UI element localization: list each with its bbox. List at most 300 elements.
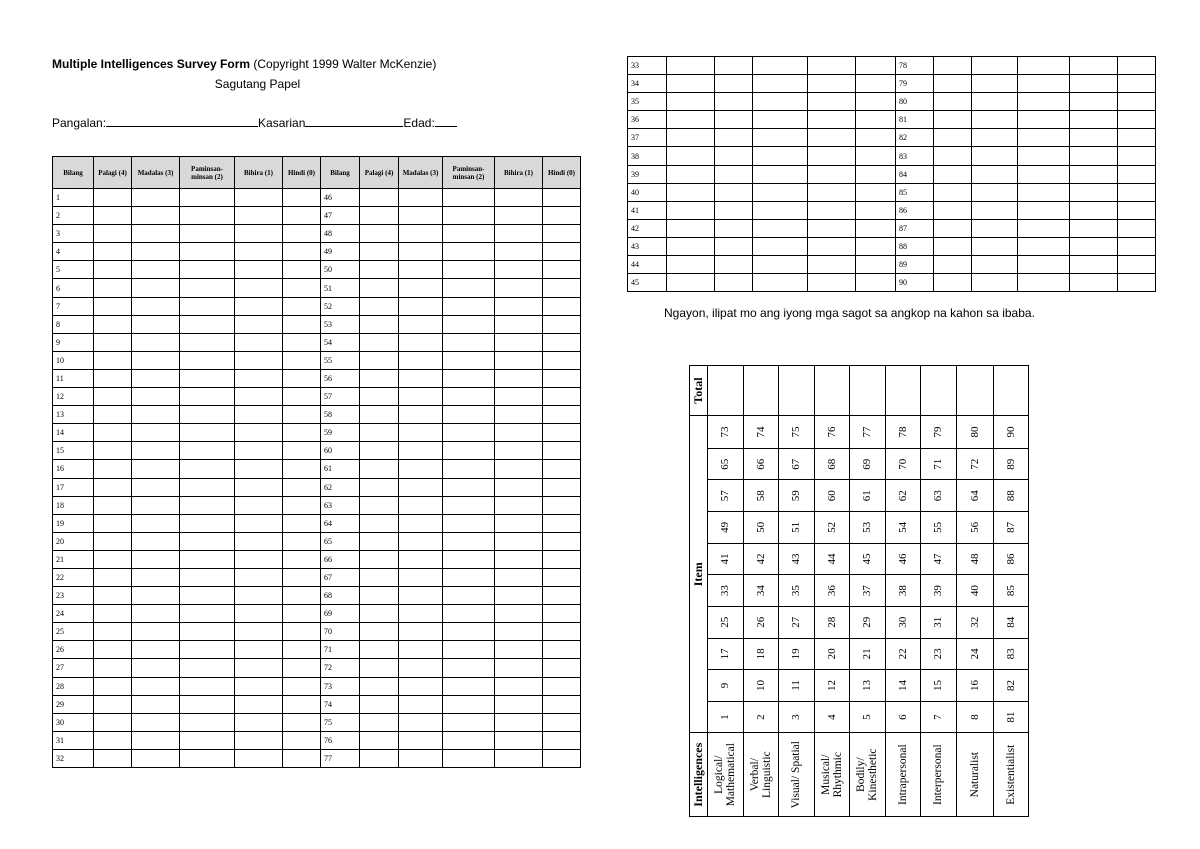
answer-cell[interactable] bbox=[132, 279, 180, 297]
answer-cell[interactable] bbox=[360, 279, 399, 297]
answer-cell[interactable] bbox=[543, 189, 581, 207]
answer-cell[interactable] bbox=[808, 93, 856, 111]
answer-cell[interactable] bbox=[972, 93, 1018, 111]
gender-field[interactable] bbox=[305, 116, 403, 127]
answer-cell[interactable] bbox=[235, 243, 283, 261]
answer-cell[interactable] bbox=[132, 297, 180, 315]
answer-cell[interactable] bbox=[235, 659, 283, 677]
answer-cell[interactable] bbox=[753, 111, 808, 129]
answer-cell[interactable] bbox=[94, 532, 132, 550]
answer-cell[interactable] bbox=[808, 111, 856, 129]
answer-cell[interactable] bbox=[972, 256, 1018, 274]
answer-cell[interactable] bbox=[1070, 274, 1118, 292]
answer-cell[interactable] bbox=[360, 297, 399, 315]
answer-cell[interactable] bbox=[132, 261, 180, 279]
answer-cell[interactable] bbox=[443, 713, 495, 731]
answer-cell[interactable] bbox=[856, 219, 896, 237]
answer-cell[interactable] bbox=[235, 550, 283, 568]
answer-cell[interactable] bbox=[753, 201, 808, 219]
answer-cell[interactable] bbox=[972, 201, 1018, 219]
answer-cell[interactable] bbox=[132, 731, 180, 749]
answer-cell[interactable] bbox=[443, 605, 495, 623]
answer-cell[interactable] bbox=[808, 274, 856, 292]
answer-cell[interactable] bbox=[94, 388, 132, 406]
answer-cell[interactable] bbox=[180, 496, 235, 514]
answer-cell[interactable] bbox=[495, 659, 543, 677]
answer-cell[interactable] bbox=[443, 514, 495, 532]
answer-cell[interactable] bbox=[360, 731, 399, 749]
answer-cell[interactable] bbox=[180, 388, 235, 406]
answer-cell[interactable] bbox=[283, 641, 321, 659]
answer-cell[interactable] bbox=[94, 514, 132, 532]
answer-cell[interactable] bbox=[235, 623, 283, 641]
answer-cell[interactable] bbox=[360, 496, 399, 514]
answer-cell[interactable] bbox=[753, 93, 808, 111]
answer-cell[interactable] bbox=[443, 532, 495, 550]
answer-cell[interactable] bbox=[235, 315, 283, 333]
answer-cell[interactable] bbox=[1018, 201, 1070, 219]
answer-cell[interactable] bbox=[543, 587, 581, 605]
answer-cell[interactable] bbox=[180, 677, 235, 695]
answer-cell[interactable] bbox=[443, 568, 495, 586]
answer-cell[interactable] bbox=[1018, 111, 1070, 129]
answer-cell[interactable] bbox=[180, 623, 235, 641]
answer-cell[interactable] bbox=[715, 274, 753, 292]
answer-cell[interactable] bbox=[360, 388, 399, 406]
answer-cell[interactable] bbox=[495, 315, 543, 333]
answer-cell[interactable] bbox=[1070, 201, 1118, 219]
answer-cell[interactable] bbox=[235, 478, 283, 496]
answer-cell[interactable] bbox=[399, 713, 443, 731]
answer-cell[interactable] bbox=[94, 478, 132, 496]
answer-cell[interactable] bbox=[715, 147, 753, 165]
answer-cell[interactable] bbox=[753, 183, 808, 201]
answer-cell[interactable] bbox=[132, 514, 180, 532]
answer-cell[interactable] bbox=[235, 424, 283, 442]
answer-cell[interactable] bbox=[495, 388, 543, 406]
answer-cell[interactable] bbox=[1070, 93, 1118, 111]
answer-cell[interactable] bbox=[667, 57, 715, 75]
answer-cell[interactable] bbox=[283, 532, 321, 550]
answer-cell[interactable] bbox=[543, 731, 581, 749]
answer-cell[interactable] bbox=[543, 369, 581, 387]
answer-cell[interactable] bbox=[1118, 201, 1156, 219]
answer-cell[interactable] bbox=[543, 641, 581, 659]
answer-cell[interactable] bbox=[283, 225, 321, 243]
answer-cell[interactable] bbox=[495, 623, 543, 641]
answer-cell[interactable] bbox=[443, 207, 495, 225]
answer-cell[interactable] bbox=[132, 749, 180, 767]
answer-cell[interactable] bbox=[94, 496, 132, 514]
answer-cell[interactable] bbox=[94, 315, 132, 333]
answer-cell[interactable] bbox=[543, 605, 581, 623]
answer-cell[interactable] bbox=[360, 351, 399, 369]
answer-cell[interactable] bbox=[934, 93, 972, 111]
answer-cell[interactable] bbox=[934, 57, 972, 75]
answer-cell[interactable] bbox=[856, 93, 896, 111]
answer-cell[interactable] bbox=[495, 406, 543, 424]
answer-cell[interactable] bbox=[856, 147, 896, 165]
answer-cell[interactable] bbox=[180, 749, 235, 767]
answer-cell[interactable] bbox=[399, 406, 443, 424]
answer-cell[interactable] bbox=[495, 207, 543, 225]
answer-cell[interactable] bbox=[360, 695, 399, 713]
answer-cell[interactable] bbox=[443, 695, 495, 713]
answer-cell[interactable] bbox=[399, 225, 443, 243]
answer-cell[interactable] bbox=[715, 111, 753, 129]
answer-cell[interactable] bbox=[132, 605, 180, 623]
answer-cell[interactable] bbox=[180, 351, 235, 369]
answer-cell[interactable] bbox=[180, 315, 235, 333]
answer-cell[interactable] bbox=[443, 279, 495, 297]
answer-cell[interactable] bbox=[360, 514, 399, 532]
answer-cell[interactable] bbox=[543, 550, 581, 568]
answer-cell[interactable] bbox=[132, 568, 180, 586]
answer-cell[interactable] bbox=[495, 731, 543, 749]
answer-cell[interactable] bbox=[94, 587, 132, 605]
answer-cell[interactable] bbox=[543, 261, 581, 279]
answer-cell[interactable] bbox=[283, 406, 321, 424]
answer-cell[interactable] bbox=[495, 297, 543, 315]
answer-cell[interactable] bbox=[132, 424, 180, 442]
answer-cell[interactable] bbox=[715, 129, 753, 147]
answer-cell[interactable] bbox=[715, 237, 753, 255]
answer-cell[interactable] bbox=[180, 568, 235, 586]
answer-cell[interactable] bbox=[495, 225, 543, 243]
answer-cell[interactable] bbox=[808, 147, 856, 165]
answer-cell[interactable] bbox=[1018, 183, 1070, 201]
answer-cell[interactable] bbox=[1118, 129, 1156, 147]
name-field[interactable] bbox=[106, 116, 258, 127]
answer-cell[interactable] bbox=[360, 207, 399, 225]
answer-cell[interactable] bbox=[1070, 75, 1118, 93]
answer-cell[interactable] bbox=[94, 659, 132, 677]
answer-cell[interactable] bbox=[856, 75, 896, 93]
answer-cell[interactable] bbox=[399, 731, 443, 749]
answer-cell[interactable] bbox=[132, 677, 180, 695]
answer-cell[interactable] bbox=[934, 219, 972, 237]
answer-cell[interactable] bbox=[283, 189, 321, 207]
answer-cell[interactable] bbox=[667, 237, 715, 255]
answer-cell[interactable] bbox=[132, 315, 180, 333]
answer-cell[interactable] bbox=[1018, 129, 1070, 147]
answer-cell[interactable] bbox=[235, 351, 283, 369]
answer-cell[interactable] bbox=[235, 514, 283, 532]
answer-cell[interactable] bbox=[495, 351, 543, 369]
answer-cell[interactable] bbox=[283, 496, 321, 514]
answer-cell[interactable] bbox=[399, 279, 443, 297]
answer-cell[interactable] bbox=[443, 225, 495, 243]
answer-cell[interactable] bbox=[360, 532, 399, 550]
answer-cell[interactable] bbox=[1070, 165, 1118, 183]
answer-cell[interactable] bbox=[495, 424, 543, 442]
answer-cell[interactable] bbox=[667, 256, 715, 274]
answer-cell[interactable] bbox=[443, 351, 495, 369]
answer-cell[interactable] bbox=[1118, 237, 1156, 255]
answer-cell[interactable] bbox=[715, 93, 753, 111]
answer-cell[interactable] bbox=[235, 388, 283, 406]
answer-cell[interactable] bbox=[180, 333, 235, 351]
answer-cell[interactable] bbox=[715, 219, 753, 237]
answer-cell[interactable] bbox=[495, 279, 543, 297]
answer-cell[interactable] bbox=[132, 388, 180, 406]
answer-cell[interactable] bbox=[283, 460, 321, 478]
answer-cell[interactable] bbox=[1018, 147, 1070, 165]
answer-cell[interactable] bbox=[543, 424, 581, 442]
answer-cell[interactable] bbox=[443, 460, 495, 478]
answer-cell[interactable] bbox=[180, 225, 235, 243]
answer-cell[interactable] bbox=[856, 201, 896, 219]
answer-cell[interactable] bbox=[715, 256, 753, 274]
answer-cell[interactable] bbox=[94, 731, 132, 749]
answer-cell[interactable] bbox=[399, 369, 443, 387]
answer-cell[interactable] bbox=[399, 641, 443, 659]
answer-cell[interactable] bbox=[283, 315, 321, 333]
answer-cell[interactable] bbox=[543, 677, 581, 695]
answer-cell[interactable] bbox=[235, 297, 283, 315]
answer-cell[interactable] bbox=[495, 641, 543, 659]
total-cell[interactable] bbox=[708, 366, 744, 416]
answer-cell[interactable] bbox=[543, 460, 581, 478]
answer-cell[interactable] bbox=[934, 129, 972, 147]
answer-cell[interactable] bbox=[94, 406, 132, 424]
answer-cell[interactable] bbox=[399, 333, 443, 351]
total-cell[interactable] bbox=[850, 366, 886, 416]
answer-cell[interactable] bbox=[495, 496, 543, 514]
total-cell[interactable] bbox=[956, 366, 993, 416]
age-field[interactable] bbox=[435, 116, 457, 127]
answer-cell[interactable] bbox=[495, 677, 543, 695]
answer-cell[interactable] bbox=[1118, 75, 1156, 93]
answer-cell[interactable] bbox=[235, 587, 283, 605]
answer-cell[interactable] bbox=[667, 219, 715, 237]
answer-cell[interactable] bbox=[972, 111, 1018, 129]
answer-cell[interactable] bbox=[856, 183, 896, 201]
answer-cell[interactable] bbox=[399, 659, 443, 677]
answer-cell[interactable] bbox=[399, 550, 443, 568]
answer-cell[interactable] bbox=[399, 695, 443, 713]
answer-cell[interactable] bbox=[495, 568, 543, 586]
answer-cell[interactable] bbox=[132, 550, 180, 568]
answer-cell[interactable] bbox=[443, 243, 495, 261]
answer-cell[interactable] bbox=[94, 225, 132, 243]
answer-cell[interactable] bbox=[399, 677, 443, 695]
answer-cell[interactable] bbox=[495, 514, 543, 532]
answer-cell[interactable] bbox=[94, 641, 132, 659]
answer-cell[interactable] bbox=[360, 315, 399, 333]
answer-cell[interactable] bbox=[667, 147, 715, 165]
answer-cell[interactable] bbox=[180, 297, 235, 315]
answer-cell[interactable] bbox=[235, 406, 283, 424]
answer-cell[interactable] bbox=[1070, 129, 1118, 147]
answer-cell[interactable] bbox=[1118, 256, 1156, 274]
answer-cell[interactable] bbox=[443, 587, 495, 605]
answer-cell[interactable] bbox=[972, 57, 1018, 75]
answer-cell[interactable] bbox=[399, 460, 443, 478]
answer-cell[interactable] bbox=[235, 749, 283, 767]
answer-cell[interactable] bbox=[180, 713, 235, 731]
answer-cell[interactable] bbox=[443, 659, 495, 677]
answer-cell[interactable] bbox=[283, 261, 321, 279]
answer-cell[interactable] bbox=[180, 261, 235, 279]
answer-cell[interactable] bbox=[360, 333, 399, 351]
answer-cell[interactable] bbox=[94, 297, 132, 315]
answer-cell[interactable] bbox=[543, 478, 581, 496]
answer-cell[interactable] bbox=[94, 351, 132, 369]
answer-cell[interactable] bbox=[934, 237, 972, 255]
answer-cell[interactable] bbox=[1070, 256, 1118, 274]
answer-cell[interactable] bbox=[132, 351, 180, 369]
answer-cell[interactable] bbox=[443, 623, 495, 641]
answer-cell[interactable] bbox=[360, 623, 399, 641]
answer-cell[interactable] bbox=[399, 189, 443, 207]
answer-cell[interactable] bbox=[495, 713, 543, 731]
answer-cell[interactable] bbox=[235, 605, 283, 623]
answer-cell[interactable] bbox=[399, 297, 443, 315]
answer-cell[interactable] bbox=[360, 568, 399, 586]
answer-cell[interactable] bbox=[443, 333, 495, 351]
answer-cell[interactable] bbox=[495, 478, 543, 496]
answer-cell[interactable] bbox=[180, 695, 235, 713]
answer-cell[interactable] bbox=[180, 532, 235, 550]
answer-cell[interactable] bbox=[94, 424, 132, 442]
answer-cell[interactable] bbox=[360, 550, 399, 568]
answer-cell[interactable] bbox=[495, 695, 543, 713]
answer-cell[interactable] bbox=[360, 659, 399, 677]
answer-cell[interactable] bbox=[443, 641, 495, 659]
answer-cell[interactable] bbox=[180, 550, 235, 568]
answer-cell[interactable] bbox=[283, 351, 321, 369]
answer-cell[interactable] bbox=[753, 256, 808, 274]
answer-cell[interactable] bbox=[235, 677, 283, 695]
answer-cell[interactable] bbox=[235, 333, 283, 351]
answer-cell[interactable] bbox=[443, 677, 495, 695]
answer-cell[interactable] bbox=[1070, 237, 1118, 255]
answer-cell[interactable] bbox=[808, 75, 856, 93]
answer-cell[interactable] bbox=[283, 369, 321, 387]
answer-cell[interactable] bbox=[283, 695, 321, 713]
answer-cell[interactable] bbox=[1070, 219, 1118, 237]
answer-cell[interactable] bbox=[715, 57, 753, 75]
answer-cell[interactable] bbox=[399, 388, 443, 406]
answer-cell[interactable] bbox=[1118, 165, 1156, 183]
answer-cell[interactable] bbox=[180, 587, 235, 605]
answer-cell[interactable] bbox=[856, 165, 896, 183]
answer-cell[interactable] bbox=[283, 388, 321, 406]
answer-cell[interactable] bbox=[360, 189, 399, 207]
answer-cell[interactable] bbox=[132, 623, 180, 641]
answer-cell[interactable] bbox=[180, 207, 235, 225]
answer-cell[interactable] bbox=[1118, 93, 1156, 111]
answer-cell[interactable] bbox=[283, 478, 321, 496]
answer-cell[interactable] bbox=[856, 129, 896, 147]
answer-cell[interactable] bbox=[753, 165, 808, 183]
answer-cell[interactable] bbox=[94, 550, 132, 568]
answer-cell[interactable] bbox=[495, 189, 543, 207]
answer-cell[interactable] bbox=[443, 442, 495, 460]
answer-cell[interactable] bbox=[443, 189, 495, 207]
answer-cell[interactable] bbox=[715, 75, 753, 93]
answer-cell[interactable] bbox=[753, 274, 808, 292]
answer-cell[interactable] bbox=[972, 165, 1018, 183]
answer-cell[interactable] bbox=[94, 207, 132, 225]
answer-cell[interactable] bbox=[495, 532, 543, 550]
answer-cell[interactable] bbox=[399, 315, 443, 333]
answer-cell[interactable] bbox=[235, 279, 283, 297]
answer-cell[interactable] bbox=[132, 641, 180, 659]
answer-cell[interactable] bbox=[360, 442, 399, 460]
answer-cell[interactable] bbox=[132, 225, 180, 243]
answer-cell[interactable] bbox=[972, 237, 1018, 255]
answer-cell[interactable] bbox=[399, 442, 443, 460]
total-cell[interactable] bbox=[743, 366, 779, 416]
answer-cell[interactable] bbox=[360, 749, 399, 767]
answer-cell[interactable] bbox=[1018, 237, 1070, 255]
answer-cell[interactable] bbox=[132, 659, 180, 677]
answer-cell[interactable] bbox=[934, 147, 972, 165]
answer-cell[interactable] bbox=[132, 189, 180, 207]
answer-cell[interactable] bbox=[283, 605, 321, 623]
answer-cell[interactable] bbox=[543, 532, 581, 550]
answer-cell[interactable] bbox=[283, 623, 321, 641]
answer-cell[interactable] bbox=[235, 496, 283, 514]
answer-cell[interactable] bbox=[808, 219, 856, 237]
answer-cell[interactable] bbox=[495, 749, 543, 767]
answer-cell[interactable] bbox=[543, 207, 581, 225]
answer-cell[interactable] bbox=[235, 568, 283, 586]
answer-cell[interactable] bbox=[180, 406, 235, 424]
answer-cell[interactable] bbox=[1118, 183, 1156, 201]
answer-cell[interactable] bbox=[543, 388, 581, 406]
answer-cell[interactable] bbox=[808, 201, 856, 219]
answer-cell[interactable] bbox=[856, 111, 896, 129]
answer-cell[interactable] bbox=[399, 243, 443, 261]
answer-cell[interactable] bbox=[934, 165, 972, 183]
answer-cell[interactable] bbox=[132, 406, 180, 424]
answer-cell[interactable] bbox=[543, 442, 581, 460]
answer-cell[interactable] bbox=[399, 532, 443, 550]
answer-cell[interactable] bbox=[667, 75, 715, 93]
answer-cell[interactable] bbox=[495, 369, 543, 387]
total-cell[interactable] bbox=[921, 366, 957, 416]
answer-cell[interactable] bbox=[753, 237, 808, 255]
answer-cell[interactable] bbox=[1018, 165, 1070, 183]
answer-cell[interactable] bbox=[972, 183, 1018, 201]
answer-cell[interactable] bbox=[399, 514, 443, 532]
answer-cell[interactable] bbox=[1118, 57, 1156, 75]
total-cell[interactable] bbox=[814, 366, 850, 416]
answer-cell[interactable] bbox=[934, 111, 972, 129]
answer-cell[interactable] bbox=[856, 274, 896, 292]
answer-cell[interactable] bbox=[443, 749, 495, 767]
answer-cell[interactable] bbox=[443, 424, 495, 442]
answer-cell[interactable] bbox=[360, 713, 399, 731]
answer-cell[interactable] bbox=[180, 659, 235, 677]
answer-cell[interactable] bbox=[443, 369, 495, 387]
answer-cell[interactable] bbox=[132, 442, 180, 460]
answer-cell[interactable] bbox=[1118, 219, 1156, 237]
answer-cell[interactable] bbox=[360, 424, 399, 442]
answer-cell[interactable] bbox=[667, 165, 715, 183]
answer-cell[interactable] bbox=[399, 605, 443, 623]
answer-cell[interactable] bbox=[180, 731, 235, 749]
answer-cell[interactable] bbox=[360, 677, 399, 695]
answer-cell[interactable] bbox=[972, 274, 1018, 292]
answer-cell[interactable] bbox=[543, 351, 581, 369]
answer-cell[interactable] bbox=[443, 297, 495, 315]
answer-cell[interactable] bbox=[235, 731, 283, 749]
answer-cell[interactable] bbox=[132, 478, 180, 496]
